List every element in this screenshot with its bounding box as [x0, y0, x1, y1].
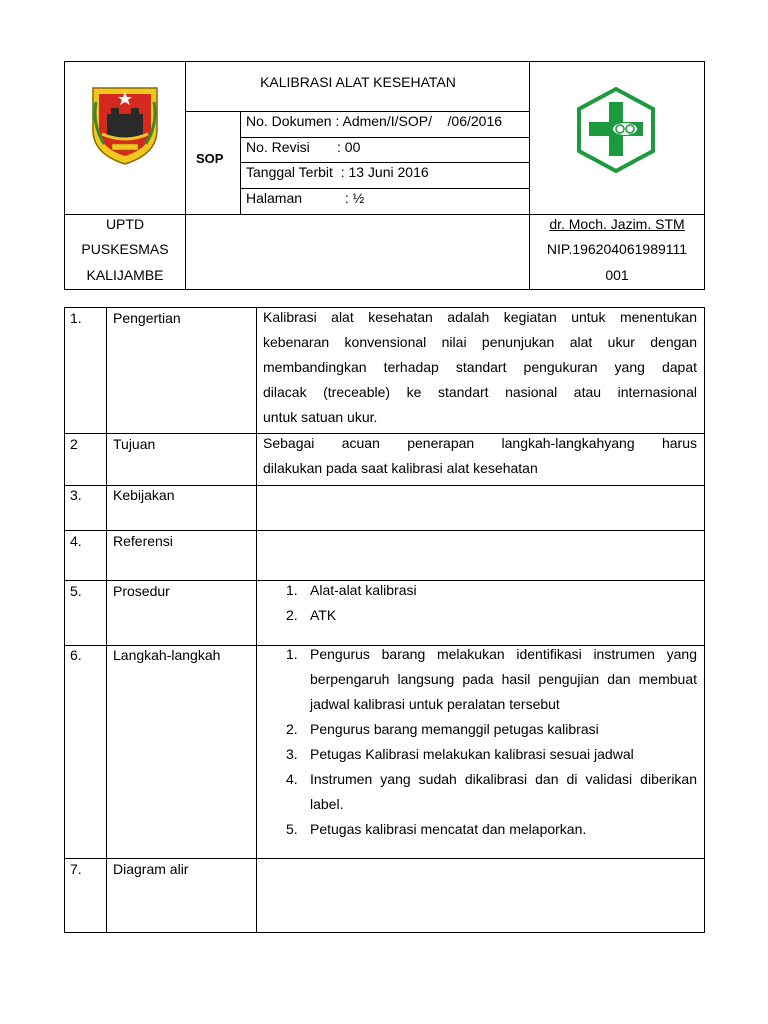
row-number: 2 — [70, 436, 78, 452]
no-dokumen: No. Dokumen : Admen/I/SOP/ /06/2016 — [246, 113, 503, 129]
signer-nip-line-1: NIP.196204061989111 — [546, 241, 688, 257]
row-label: Pengertian — [113, 310, 181, 326]
text-line: Sebagai acuan penerapan langkah-langkahyang harus — [263, 435, 697, 451]
text-line: dilacak (treceable) ke standart nasional atau internasional — [263, 384, 697, 400]
list-item — [286, 742, 697, 767]
langkah-list — [286, 642, 697, 842]
unit-line-3: KALIJAMBE — [86, 267, 164, 283]
row-number: 6. — [70, 647, 82, 663]
row-number: 5. — [70, 583, 82, 599]
list-text: ATK — [310, 607, 337, 623]
list-item — [286, 767, 697, 817]
list-number: 1. — [286, 582, 298, 598]
no-revisi: No. Revisi : 00 — [246, 139, 361, 155]
row-number: 3. — [70, 487, 82, 503]
list-text: Instrumen yang sudah dikalibrasi dan di validasi diberikan label. — [310, 771, 697, 812]
list-number: 4. — [286, 771, 298, 787]
signer-name: dr. Moch. Jazim. STM — [549, 216, 685, 232]
list-item — [286, 717, 697, 742]
row-label: Langkah-langkah — [113, 647, 221, 663]
halaman: Halaman : ½ — [246, 190, 365, 206]
text-line: membandingkan terhadap standart pengukuran yang dapat — [263, 359, 697, 375]
regency-emblem-icon — [90, 84, 160, 166]
tanggal-terbit: Tanggal Terbit : 13 Juni 2016 — [246, 164, 429, 180]
unit-line-1: UPTD — [105, 216, 145, 232]
list-item — [286, 817, 697, 842]
list-item — [286, 642, 697, 717]
list-number: 5. — [286, 821, 298, 837]
text-line: untuk satuan ukur. — [263, 409, 378, 425]
row-label: Tujuan — [113, 436, 156, 452]
prosedur-list — [286, 578, 697, 628]
text-line: dilakukan pada saat kalibrasi alat kesehatan — [263, 460, 538, 476]
list-text: Alat-alat kalibrasi — [310, 582, 417, 598]
list-text: Pengurus barang melakukan identifikasi instrumen yang berpengaruh langsung pada hasil pengujian dan membuat jadwal kalibrasi untuk peralatan tersebut — [310, 646, 697, 712]
list-item — [286, 578, 697, 603]
row-number: 1. — [70, 310, 82, 326]
list-item — [286, 603, 697, 628]
row-label: Diagram alir — [113, 861, 189, 877]
list-text: Petugas kalibrasi mencatat dan melaporkan. — [310, 821, 587, 837]
row-label: Prosedur — [113, 583, 170, 599]
text-line: Kalibrasi alat kesehatan adalah kegiatan untuk menentukan — [263, 309, 697, 325]
list-number: 2. — [286, 721, 298, 737]
list-number: 2. — [286, 607, 298, 623]
list-number: 1. — [286, 646, 298, 662]
text-line: kebenaran konvensional nilai penunjukan alat ukur dengan — [263, 334, 697, 350]
row-label: Referensi — [113, 533, 173, 549]
unit-line-2: PUSKESMAS — [81, 241, 169, 257]
list-text: Petugas Kalibrasi melakukan kalibrasi sesuai jadwal — [310, 746, 634, 762]
document-title: KALIBRASI ALAT KESEHATAN — [260, 74, 456, 90]
list-number: 3. — [286, 746, 298, 762]
row-number: 7. — [70, 861, 82, 877]
puskesmas-logo-icon — [575, 86, 657, 174]
signer-nip-line-2: 001 — [605, 267, 629, 283]
list-text: Pengurus barang memanggil petugas kalibrasi — [310, 721, 599, 737]
row-label: Kebijakan — [113, 487, 175, 503]
sop-label: SOP — [196, 151, 224, 166]
row-number: 4. — [70, 533, 82, 549]
